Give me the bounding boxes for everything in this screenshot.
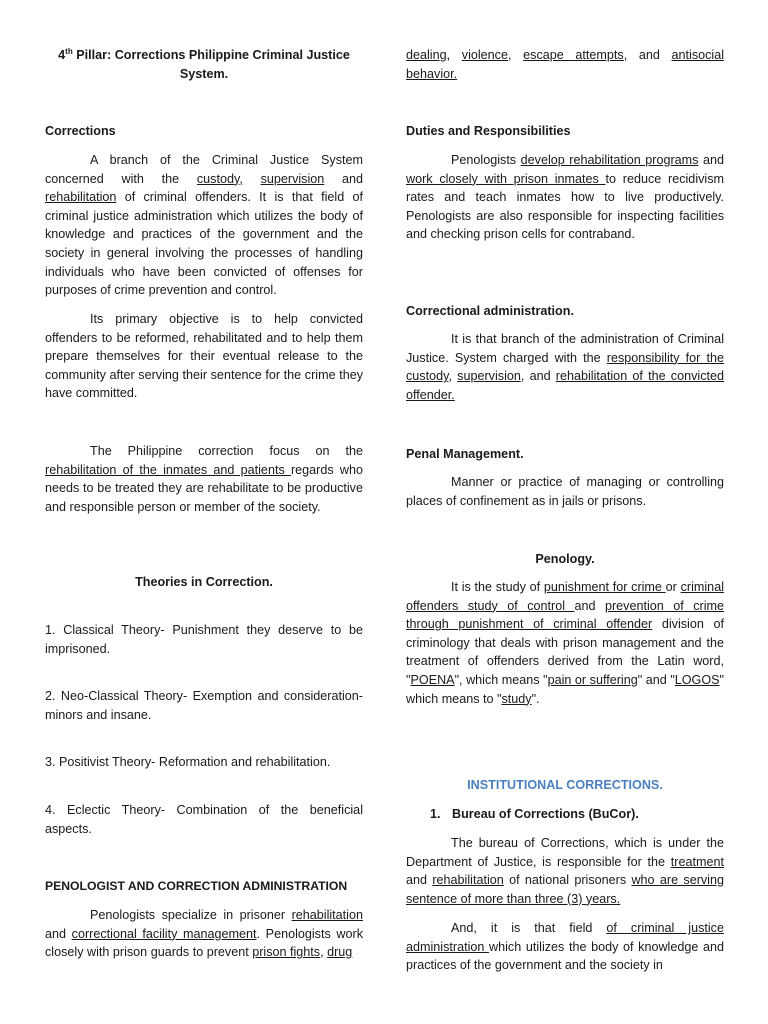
penologist-heading: PENOLOGIST AND CORRECTION ADMINISTRATION xyxy=(45,879,348,893)
text-run: to reduce recidivism rates and teach inmates how to live productively. Penologists are also responsible for inspecting facilities and checking prison cells for contraband. xyxy=(406,171,724,242)
bucor-title: Bureau of Corrections (BuCor). xyxy=(452,807,639,821)
underlined-dealing: dealing xyxy=(406,48,447,62)
text-run: A branch of the Criminal Justice System concerned with the xyxy=(45,153,363,186)
underlined-supervision: supervision xyxy=(457,369,521,384)
underlined-rehabilitation: rehabilitation xyxy=(45,190,117,205)
underlined-poena: POENA xyxy=(410,672,455,687)
underlined-drug: drug xyxy=(327,945,353,960)
text-run: which utilizes the body of knowledge and practices of the government and the society in xyxy=(406,939,724,973)
underlined-supervision: supervision xyxy=(260,171,325,186)
underlined-prison-fights: prison fights xyxy=(252,945,321,960)
text-run: ". xyxy=(531,691,540,706)
corrections-paragraph xyxy=(45,151,363,300)
theory-item-classical: 1. Classical Theory- Punishment they deserve to be imprisoned. xyxy=(45,623,363,656)
underlined-logos: LOGOS xyxy=(674,672,720,687)
underlined-rehabilitation: rehabilitation xyxy=(432,873,504,888)
underlined-study-of-control: criminal offenders study of control xyxy=(406,580,724,613)
text-run: and xyxy=(324,171,363,186)
field-paragraph xyxy=(406,919,724,975)
text-run: regards who needs to be treated they are rehabilitate to be productive and responsible person or member of the society. xyxy=(45,462,363,514)
theory-item-eclectic: 4. Eclectic Theory- Combination of the beneficial aspects. xyxy=(45,803,363,836)
text-run: , xyxy=(320,945,328,960)
underlined-custody: custody, xyxy=(196,171,243,186)
text-run: Penologists xyxy=(451,153,521,167)
underlined-violence: violence xyxy=(461,48,508,62)
text-run: , xyxy=(448,369,458,384)
correctional-administration-paragraph xyxy=(406,330,724,404)
text-run: , xyxy=(508,48,524,62)
penal-management-heading: Penal Management. xyxy=(406,447,524,461)
continued-paragraph xyxy=(406,46,724,83)
underlined-prevention: prevention of crime through punishment of criminal offender xyxy=(406,598,724,632)
text-run: It is the study of xyxy=(451,580,544,594)
philippine-correction-paragraph xyxy=(45,442,363,516)
theories-heading: Theories in Correction. xyxy=(135,575,273,589)
duties-paragraph xyxy=(406,151,724,244)
institutional-corrections-heading: INSTITUTIONAL CORRECTIONS. xyxy=(467,778,663,792)
text-run: or xyxy=(665,580,681,594)
bucor-paragraph xyxy=(406,834,724,908)
title-line-2: System. xyxy=(179,66,229,81)
underlined-develop-programs: develop rehabilitation programs xyxy=(520,153,699,167)
underlined-antisocial-behavior: antisocial behavior. xyxy=(406,48,725,81)
text-run: The bureau of Corrections, which is under the Department of Justice, is responsible for the xyxy=(406,836,724,869)
text-run: . Penologists work closely with prison guards to prevent xyxy=(45,926,364,960)
title-line-1: Pillar: Corrections Philippine Criminal Justice xyxy=(76,48,350,62)
text-run: and xyxy=(574,598,605,613)
text-run: Penologists specialize in prisoner xyxy=(90,908,292,922)
underlined-study: study xyxy=(501,691,532,706)
underlined-facility-management: correctional facility management xyxy=(71,926,257,941)
text-run: of criminal offenders. It is that field of criminal justice administration which utilizes the body of knowledge and practices of the government and the society in general involving the processes of handling individuals who have been convicted of offenses for purposes of crime prevention and control. xyxy=(45,190,363,298)
underlined-work-closely: work closely with prison inmates xyxy=(406,171,606,186)
text-run: ", which means " xyxy=(454,672,548,687)
underlined-sentence: who are serving sentence of more than three (3) years. xyxy=(406,873,724,906)
penology-heading: Penology. xyxy=(535,552,595,566)
text-run: " which means to " xyxy=(406,672,725,706)
underlined-rehabilitation-offender: rehabilitation of the convicted offender. xyxy=(406,369,724,402)
duties-heading: Duties and Responsibilities xyxy=(406,124,571,138)
underlined-criminal-justice: of criminal justice administration xyxy=(406,921,724,954)
text-run: and xyxy=(45,926,72,941)
text-run: and xyxy=(698,153,725,167)
text-run: division of criminology that deals with prison management and the treatment of offenders derived from the Latin word, " xyxy=(406,617,724,687)
text-run: And, it is that field xyxy=(451,921,607,935)
objective-paragraph: Its primary objective is to help convicted offenders to be reformed, rehabilitated and to help them prepare themselves for their eventual release to the community after serving their sentence for the crime they have committed. xyxy=(45,312,363,401)
underlined-punishment: punishment for crime xyxy=(543,580,666,594)
bucor-heading xyxy=(406,805,724,824)
text-run xyxy=(243,172,261,186)
text-run: of national prisoners xyxy=(503,873,632,888)
corrections-heading: Corrections xyxy=(45,124,116,138)
title-superscript: th xyxy=(65,46,73,56)
theory-item-positivist: 3. Positivist Theory- Reformation and rehabilitation. xyxy=(45,755,331,769)
text-run: , and xyxy=(520,369,556,384)
underlined-responsibility: responsibility for the custody xyxy=(406,350,725,384)
title-number: 4 xyxy=(58,48,66,62)
underlined-treatment: treatment xyxy=(670,854,724,869)
theory-item-neo-classical: 2. Neo-Classical Theory- Exemption and consideration- minors and insane. xyxy=(45,689,363,722)
underlined-rehabilitation: rehabilitation xyxy=(291,908,363,922)
underlined-escape-attempts: escape attempts xyxy=(523,48,624,62)
underlined-pain: pain or suffering xyxy=(547,672,638,687)
correctional-administration-heading: Correctional administration. xyxy=(406,304,574,318)
text-run: and xyxy=(406,873,433,888)
underlined-rehabilitation-inmates: rehabilitation of the inmates and patients xyxy=(45,462,291,477)
text-run: " and " xyxy=(637,672,675,687)
text-run: The Philippine correction focus on the xyxy=(90,444,363,458)
text-run: It is that branch of the administration of Criminal Justice. System charged with the xyxy=(406,332,724,365)
penologist-paragraph xyxy=(45,906,363,962)
document-title xyxy=(45,46,363,83)
list-number: 1. xyxy=(430,807,441,821)
penal-management-paragraph: Manner or practice of managing or controlling places of confinement as in jails or prisons. xyxy=(406,475,724,508)
text-run: , xyxy=(446,48,462,62)
text-run: , and xyxy=(623,48,672,62)
penology-paragraph xyxy=(406,578,724,708)
